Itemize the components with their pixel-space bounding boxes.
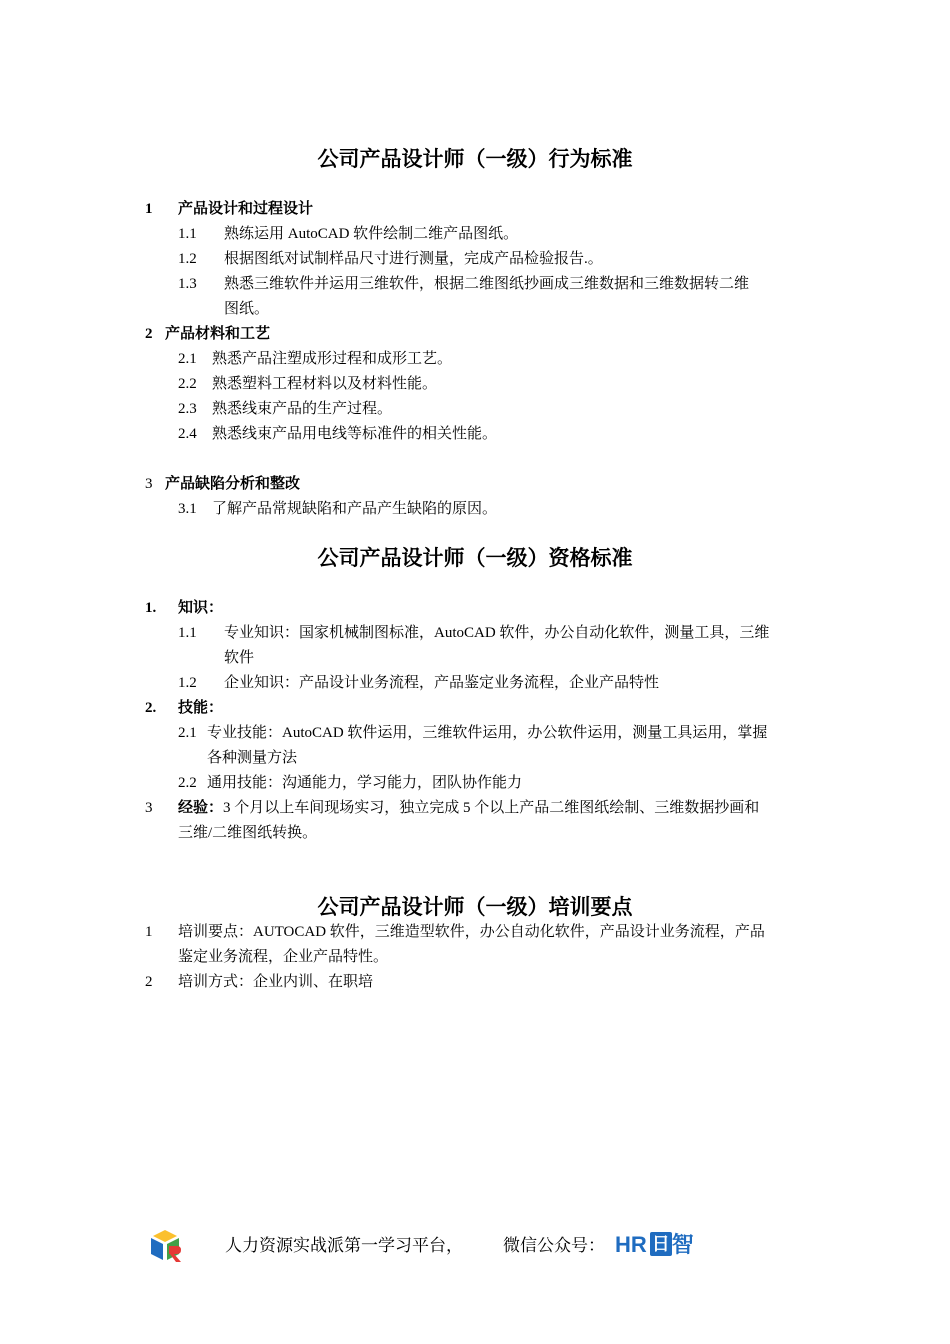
s1-item-text: 熟悉塑料工程材料以及材料性能。 [212, 376, 438, 392]
s1-item-num: 2.1 [178, 351, 197, 367]
s1-item-num: 1.3 [178, 276, 197, 292]
s2-item-num: 2.2 [178, 775, 197, 791]
s2-item-text: 通用技能：沟通能力，学习能力，团队协作能力 [207, 775, 523, 791]
s2-experience-text: 3 个月以上车间现场实习，独立完成 5 个以上产品二维图纸绘制、三维数据抄画和 [223, 800, 760, 816]
s2-item-text-cont: 软件 [224, 650, 255, 666]
s1-item-text: 熟悉线束产品的生产过程。 [212, 401, 393, 417]
s1-item-num: 2.4 [178, 426, 197, 442]
s2-knowledge-heading: 知识： [178, 600, 224, 616]
brand-logo [615, 1230, 694, 1260]
s1-group3-num: 3 [145, 476, 153, 492]
section1-title: 公司产品设计师（一级）行为标准 [317, 147, 633, 171]
s3-item-text: 培训方式：企业内训、在职培 [178, 974, 374, 990]
s1-group3-heading: 产品缺陷分析和整改 [165, 476, 301, 492]
s1-item-num: 2.3 [178, 401, 197, 417]
footer-slogan [225, 1234, 605, 1258]
s2-knowledge-num: 1. [145, 600, 157, 616]
s1-item-text: 熟悉线束产品用电线等标准件的相关性能。 [212, 426, 498, 442]
s1-item-text: 根据图纸对试制样品尺寸进行测量，完成产品检验报告.。 [224, 251, 603, 267]
section2-title: 公司产品设计师（一级）资格标准 [317, 546, 633, 570]
s1-item-text: 熟练运用 AutoCAD 软件绘制二维产品图纸。 [224, 226, 519, 242]
s1-item-text-cont: 图纸。 [224, 301, 270, 317]
s1-item-text: 熟悉三维软件并运用三维软件，根据二维图纸抄画成三维数据和三维数据转二维 [224, 276, 750, 292]
s1-group2-num: 2 [145, 326, 153, 342]
s2-skills-num: 2. [145, 700, 157, 716]
brand-hr: HR [615, 1232, 647, 1257]
s2-item-num: 1.2 [178, 675, 197, 691]
s2-skills-heading: 技能： [178, 700, 224, 716]
s2-item-num: 2.1 [178, 725, 197, 741]
s1-group1-heading: 产品设计和过程设计 [178, 201, 314, 217]
s3-item-text: 培训要点：AUTOCAD 软件，三维造型软件，办公自动化软件，产品设计业务流程，产品 [178, 924, 765, 940]
s2-experience-line2: 三维/二维图纸转换。 [178, 825, 318, 841]
s2-item-text-cont: 各种测量方法 [207, 750, 298, 766]
s2-experience-num: 3 [145, 800, 153, 816]
s1-item-num: 1.1 [178, 226, 197, 242]
s1-item-num: 1.2 [178, 251, 197, 267]
s2-item-text: 企业知识：产品设计业务流程，产品鉴定业务流程，企业产品特性 [224, 675, 660, 691]
s3-item-num: 1 [145, 924, 153, 940]
s3-item-num: 2 [145, 974, 153, 990]
s2-experience-line1 [178, 796, 759, 821]
brand-tail: 智 [671, 1232, 694, 1257]
s2-experience-label: 经验： [178, 800, 224, 816]
section3-title: 公司产品设计师（一级）培训要点 [317, 895, 633, 919]
footer-banner [145, 1226, 725, 1266]
hr-logo-icon [147, 1226, 187, 1266]
s1-item-text: 熟悉产品注塑成形过程和成形工艺。 [212, 351, 453, 367]
wechat-label: 微信公众号： [503, 1236, 605, 1255]
s1-item-text: 了解产品常规缺陷和产品产生缺陷的原因。 [212, 501, 498, 517]
s1-item-num: 2.2 [178, 376, 197, 392]
s1-group1-num: 1 [145, 201, 153, 217]
s1-group2-heading: 产品材料和工艺 [165, 326, 271, 342]
s2-item-num: 1.1 [178, 625, 197, 641]
slogan-text: 人力资源实战派第一学习平台， [225, 1236, 463, 1255]
s2-item-text: 专业技能：AutoCAD 软件运用，三维软件运用，办公软件运用，测量工具运用，掌握 [207, 725, 768, 741]
s3-item-text-cont: 鉴定业务流程，企业产品特性。 [178, 949, 389, 965]
brand-box: 日 [651, 1234, 670, 1254]
s2-item-text: 专业知识：国家机械制图标准，AutoCAD 软件，办公自动化软件，测量工具，三维 [224, 625, 770, 641]
s1-item-num: 3.1 [178, 501, 197, 517]
